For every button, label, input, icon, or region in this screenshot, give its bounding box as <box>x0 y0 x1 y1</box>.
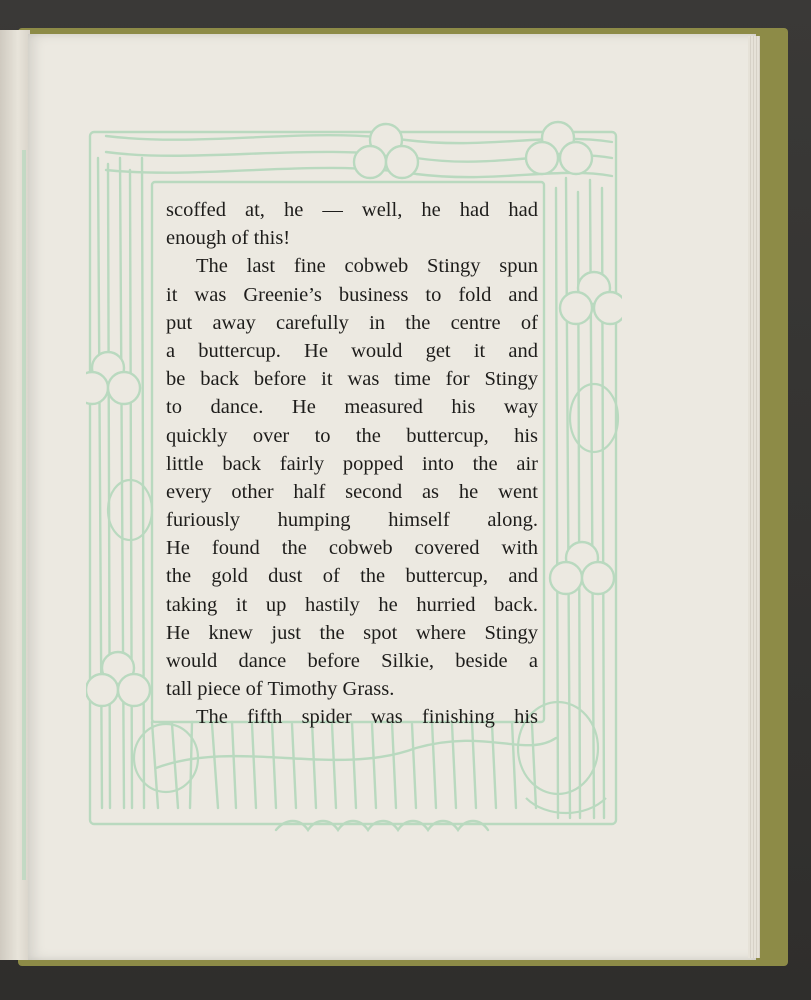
text-line: furiously humping himself along. <box>166 509 538 532</box>
text-line: taking it up hastily he hurried back. <box>166 593 538 616</box>
text-line: would dance before Silkie, beside a <box>166 650 538 672</box>
text-line: The last fine cobweb Stingy spun <box>196 255 538 278</box>
text-line: The fifth spider was finishing his <box>196 706 538 729</box>
page-text <box>166 196 538 732</box>
text-line: to dance. He measured his way <box>166 396 538 419</box>
text-line: every other half second as he went <box>166 480 538 503</box>
text-line: a buttercup. He would get it and <box>166 339 538 362</box>
text-line: He knew just the spot where Stingy <box>166 621 538 644</box>
text-line: enough of this! <box>166 227 291 250</box>
text-line: scoffed at, he — well, he had had <box>166 199 538 221</box>
page-stack-edge <box>748 36 760 958</box>
text-line: put away carefully in the centre of <box>166 311 538 334</box>
text-line: it was Greenie’s business to fold and <box>166 283 538 306</box>
text-line: tall piece of Timothy Grass. <box>166 678 395 701</box>
text-line: He found the cobweb covered with <box>166 537 538 560</box>
text-line: be back before it was time for Stingy <box>166 368 538 391</box>
text-line: the gold dust of the buttercup, and <box>166 565 538 588</box>
facing-page-border-fragment <box>0 150 26 880</box>
text-line: quickly over to the buttercup, his <box>166 424 538 447</box>
facing-page-edge <box>0 30 30 960</box>
text-line: little back fairly popped into the air <box>166 452 538 475</box>
